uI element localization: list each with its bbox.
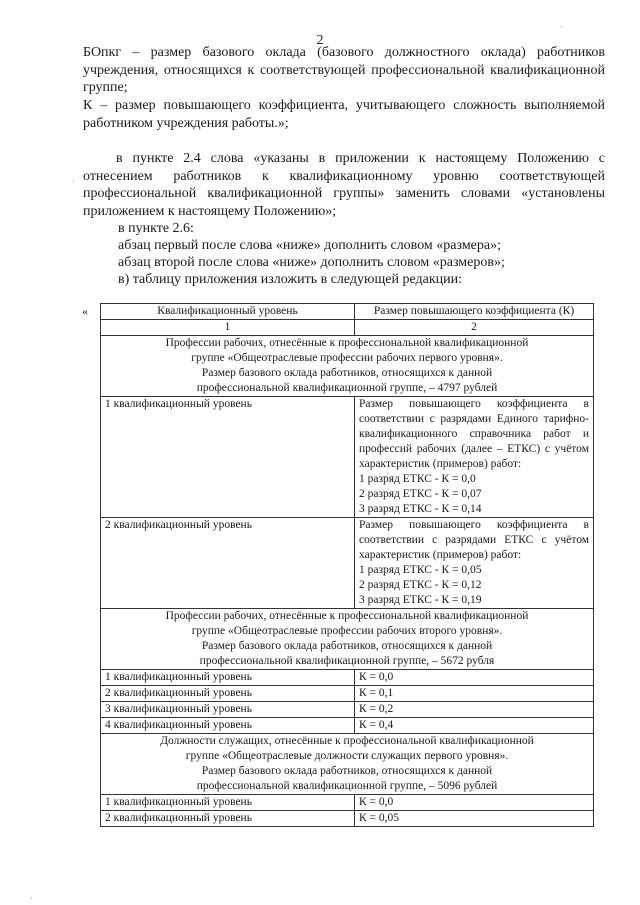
coefficient-cell: К = 0,4 [355, 718, 594, 734]
group-3-line: профессиональной квалификационной группе, – 5096 рублей [196, 780, 498, 792]
column-number-1: 1 [101, 320, 355, 336]
coefficient-item: 1 разряд ЕТКС - К = 0,0 [359, 473, 476, 485]
table-row [101, 686, 594, 702]
table-row [101, 670, 594, 686]
scan-speck: · [72, 176, 75, 186]
table-row [101, 397, 594, 518]
paragraph-k-definition: К – размер повышающего коэффициента, учитывающего сложность выполняемой работником учреждения работы.»; [83, 98, 605, 131]
coefficient-item: 1 разряд ЕТКС - К = 0,05 [359, 564, 482, 576]
table-row [101, 795, 594, 811]
group-header-row [101, 336, 594, 397]
opening-quote-mark: « [82, 304, 88, 318]
group-1-line: Профессии рабочих, отнесённые к профессиональной квалификационной [165, 337, 529, 349]
scan-speck: · [560, 22, 563, 32]
coefficient-cell: К = 0,05 [355, 811, 594, 827]
table-row [101, 702, 594, 718]
level-cell: 1 квалификационный уровень [101, 670, 355, 686]
group-2-line: Размер базового оклада работников, относящихся к данной [201, 640, 493, 652]
paragraph-bopkg-definition: БОпкг – размер базового оклада (базового должностного оклада) работников учреждения, относящихся к соответствующей профессиональной квалификационной группе; [83, 45, 605, 95]
table-row [101, 518, 594, 609]
coefficient-cell: К = 0,0 [355, 795, 594, 811]
coefficient-cell: К = 0,0 [355, 670, 594, 686]
coefficient-item: 2 разряд ЕТКС - К = 0,12 [359, 579, 482, 591]
line-table-intro: в) таблицу приложения изложить в следующей редакции: [118, 272, 463, 287]
coefficient-cell [355, 518, 594, 609]
level-cell: 4 квалификационный уровень [101, 718, 355, 734]
level-cell: 1 квалификационный уровень [101, 795, 355, 811]
coefficient-cell [355, 397, 594, 518]
scan-speck: · [30, 893, 33, 903]
group-1-line: Размер базового оклада работников, относящихся к данной [201, 367, 493, 379]
table-number-row [101, 320, 594, 336]
group-2-line: группе «Общеотраслевые профессии рабочих второго уровня». [191, 625, 503, 637]
coefficient-description: Размер повышающего коэффициента в соответствии с разрядами ЕТКС с учётом характеристик (примеров) работ: [359, 519, 589, 561]
header-level: Квалификационный уровень [101, 304, 355, 320]
group-1-line: группе «Общеотраслевые профессии рабочих первого уровня». [191, 352, 503, 364]
group-3-line: Должности служащих, отнесённые к профессиональной квалификационной [160, 735, 534, 747]
coefficient-item: 2 разряд ЕТКС - К = 0,07 [359, 488, 482, 500]
group-header-row [101, 734, 594, 795]
paragraph-item-2-4: в пункте 2.4 слова «указаны в приложении к настоящему Положению с отнесением работников к квалификационному уровню соответствующей профессиональной квалификационной группы» заменить словами «установлены приложением к настоящему Положению»; [83, 151, 605, 219]
group-1-title [101, 336, 594, 397]
level-cell: 2 квалификационный уровень [101, 811, 355, 827]
coefficient-description: Размер повышающего коэффициента в соответствии с разрядами Единого тарифно-квалификационного справочника работ и профессий рабочих (далее – ЕТКС) с учётом характеристик (примеров) работ: [359, 398, 589, 470]
header-coefficient: Размер повышающего коэффициента (К) [355, 304, 594, 320]
table-row [101, 718, 594, 734]
group-2-title [101, 609, 594, 670]
coefficient-table [100, 303, 594, 827]
coefficient-cell: К = 0,1 [355, 686, 594, 702]
coefficient-item: 3 разряд ЕТКС - К = 0,19 [359, 594, 482, 606]
line-second-paragraph: абзац второй после слова «ниже» дополнить словом «размеров»; [118, 255, 505, 270]
table-header-row [101, 304, 594, 320]
table-row [101, 811, 594, 827]
line-first-paragraph: абзац первый после слова «ниже» дополнить словом «размера»; [118, 238, 502, 253]
group-2-line: Профессии рабочих, отнесённые к профессиональной квалификационной [165, 610, 529, 622]
group-header-row [101, 609, 594, 670]
group-2-line: профессиональной квалификационной группе, – 5672 рубля [199, 655, 495, 667]
level-cell: 3 квалификационный уровень [101, 702, 355, 718]
page-number: 2 [316, 33, 324, 48]
level-cell: 1 квалификационный уровень [101, 397, 355, 518]
group-1-line: профессиональной квалификационной группе, – 4797 рублей [196, 382, 498, 394]
level-cell: 2 квалификационный уровень [101, 686, 355, 702]
column-number-2: 2 [355, 320, 594, 336]
line-item-2-6: в пункте 2.6: [118, 221, 194, 236]
coefficient-item: 3 разряд ЕТКС - К = 0,14 [359, 503, 482, 515]
group-3-line: группе «Общеотраслевые должности служащих первого уровня». [185, 750, 509, 762]
group-3-title [101, 734, 594, 795]
coefficient-cell: К = 0,2 [355, 702, 594, 718]
level-cell: 2 квалификационный уровень [101, 518, 355, 609]
group-3-line: Размер базового оклада работников, относящихся к данной [201, 765, 493, 777]
